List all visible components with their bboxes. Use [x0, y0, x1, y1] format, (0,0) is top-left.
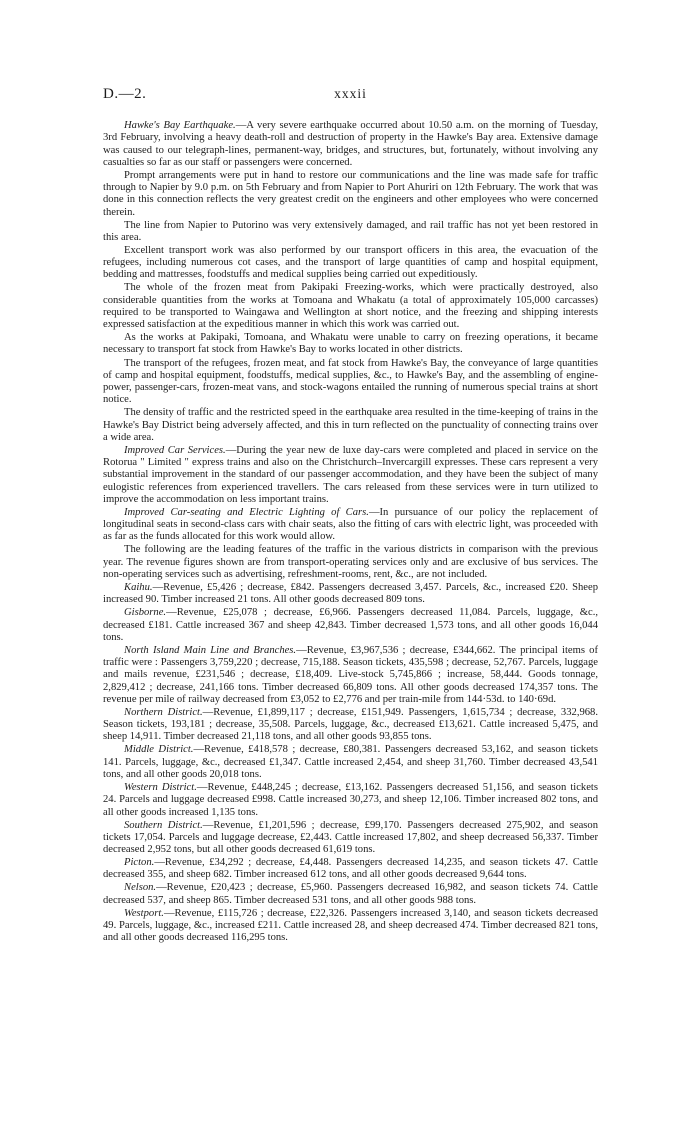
district-text: —Revenue, £1,201,596 ; decrease, £99,170. Passengers decreased 275,902, and season tickets 17,054. Parcels and luggage decrease, £2,443. Cattle increased 17,802, and sheep decreased 56,337. Timber decreased 2,952 tons, but all other goods decreased 61,619 tons. — [103, 819, 598, 856]
district-heading: Western District. — [124, 782, 197, 793]
paragraph-text: —During the year new de luxe day-cars were completed and placed in service on the Rotorua " Limited " express trains and also on the Christchurch–Invercargill expresses. These cars represent a very substantial improvement in the standard of our passenger accommodation, and they have been the subject of many eulogistic references from experienced travellers. The cars released from these services were in turn utilized to improve the accommodation on less important trains. — [103, 444, 598, 505]
district-text: —Revenue, £5,426 ; decrease, £842. Passengers decreased 3,457. Parcels, &c., increased £20. Sheep increased 90. Timber increased 21 tons. All other goods decreased 809 tons. — [103, 582, 598, 606]
paragraph — [103, 332, 598, 357]
district-paragraph — [103, 820, 598, 857]
report-body — [103, 120, 598, 944]
paragraph-text: The following are the leading features of the traffic in the various districts in comparison with the previous year. The revenue figures shown are from transport-operating services only and are exclusive of bus services. The non-operating services such as advertising, refreshment-rooms, rent, &c., are not included. — [103, 544, 598, 580]
document-reference: D.—2. — [103, 86, 147, 102]
district-text: —Revenue, £25,078 ; decrease, £6,966. Passengers decreased 11,084. Parcels, luggage, &c., decreased £181. Cattle increased 367 and sheep 42,843. Timber decreased 1,573 tons, and all other goods 16,044 tons. — [103, 607, 598, 643]
district-text: —Revenue, £1,899,117 ; decrease, £151,949. Passengers, 1,615,734 ; decrease, 332,968. Season tickets, 193,181 ; decrease, 35,508. Parcels, luggage, &c., decreased £13,621. Cattle increased 5,475, and sheep 14,911. Timber decreased 21,118 tons, and all other goods 93,855 tons. — [103, 706, 599, 743]
paragraph-text: The whole of the frozen meat from Pakipaki Freezing-works, which were practically destroyed, also considerable quantities from the works at Tomoana and Whakatu (a total of approximately 105,000 carcasses) required to be transported to Waingawa and Wellington at short notice, and the freezing and shipping interests expressed satisfaction at the expeditious manner in which this work was carried out. — [103, 282, 598, 331]
district-text: —Revenue, £115,726 ; decrease, £22,326. Passengers increased 3,140, and season tickets decreased 49. Parcels, luggage, &c., increased £211. Cattle increased 28, and sheep decreased 474. Timber decreased 821 tons, and all other goods decreased 116,295 tons. — [103, 907, 598, 944]
paragraph — [103, 245, 598, 282]
district-paragraph — [103, 707, 598, 744]
paragraph-text: Prompt arrangements were put in hand to restore our communications and the line was made safe for traffic through to Napier by 9.0 p.m. on 5th February and from Napier to Port Ahuriri on 12th February. The work that was done in this connection reflects the very greatest credit on the engineers and other employees who were concerned therein. — [103, 169, 598, 218]
district-paragraph — [103, 744, 598, 781]
district-heading: Westport. — [124, 907, 164, 919]
district-heading: Southern District. — [124, 819, 203, 831]
paragraph — [103, 170, 598, 219]
page-number: xxxii — [334, 86, 367, 101]
district-paragraph — [103, 882, 598, 907]
paragraph — [103, 120, 598, 169]
district-text: —Revenue, £3,967,536 ; decrease, £344,662. The principal items of traffic were : Passengers 3,759,220 ; decrease, 715,188. Season tickets, 435,598 ; decrease, 52,767. Parcels, luggage and mails revenue, £231,546 ; decrease, £18,409. Live-stock 5,745,866 ; increase, 58,444. Goods tonnage, 2,829,412 ; decrease, 241,166 tons. Timber decreased 66,809 tons. All other goods decreased 174,357 tons. The revenue per mile of railway decreased from £3,052 to £2,776 and per train-mile from 144·53d. to 140·69d. — [103, 644, 599, 705]
district-heading: Gisborne. — [124, 607, 167, 619]
paragraph — [103, 220, 598, 245]
paragraph — [103, 507, 598, 544]
district-text: —Revenue, £418,578 ; decrease, £80,381. Passengers decreased 53,162, and season tickets 141. Parcels, luggage, &c., decreased £1,347. Cattle increased 2,454, and sheep 31,760. Timber decreased 43,541 tons, and all other goods 20,018 tons. — [103, 744, 598, 780]
district-heading: Kaihu. — [124, 582, 153, 594]
district-heading: Nelson. — [124, 882, 157, 894]
paragraph-text: The transport of the refugees, frozen meat, and fat stock from Hawke's Bay, the conveyance of large quantities of camp and hospital equipment, foodstuffs, medical supplies, &c., to Hawke's Bay, and the assembling of engine-power, passenger-cars, frozen-meat vans, and stock-wagons entailed the running of numerous special trains at short notice. — [103, 357, 598, 406]
paragraph — [103, 544, 598, 581]
paragraph — [103, 358, 598, 407]
paragraph-text: The line from Napier to Putorino was very extensively damaged, and rail traffic has not yet been restored in this area. — [103, 219, 598, 243]
district-text: —Revenue, £20,423 ; decrease, £5,960. Passengers decreased 16,982, and season tickets 74. Cattle decreased 537, and sheep 865. Timber decreased 531 tons, and all other goods 988 tons. — [103, 882, 598, 906]
paragraph-heading: Improved Car Services. — [124, 444, 226, 456]
paragraph — [103, 407, 598, 444]
paragraph-text: —A very severe earthquake occurred about 10.50 a.m. on the morning of Tuesday, 3rd February, involving a heavy death-roll and destruction of property in the Hawke's Bay area. Extensive damage was caused to our telegraph-lines, permanent-way, bridges, and structures, but, fortunately, without involving any casualties so far as our staff or passengers were concerned. — [103, 120, 598, 168]
district-heading: Northern District. — [124, 706, 203, 718]
paragraph-text: The density of traffic and the restricted speed in the earthquake area resulted in the time-keeping of trains in the Hawke's Bay District being adversely affected, and this in turn reflected on the punctuality of connecting trains over a wide area. — [103, 407, 598, 443]
district-paragraph — [103, 857, 598, 882]
paragraph-heading: Hawke's Bay Earthquake. — [124, 120, 236, 131]
paragraph-text: —In pursuance of our policy the replacement of longitudinal seats in second-class cars with chair seats, also the fitting of cars with electric light, was proceeded with as far as the funds allocated for this work would allow. — [103, 506, 598, 543]
paragraph-text: Excellent transport work was also performed by our transport officers in this area, the evacuation of the refugees, including numerous cot cases, and the transport of large quantities of camp and hospital equipment, bedding and mattresses, foodstuffs and medical supplies being carried out expeditiously. — [103, 244, 598, 281]
paragraph-text: As the works at Pakipaki, Tomoana, and Whakatu were unable to carry on freezing operations, it became necessary to transport fat stock from Hawke's Bay to works located in other districts. — [103, 332, 598, 356]
district-text: —Revenue, £34,292 ; decrease, £4,448. Passengers decreased 14,235, and season tickets 47. Cattle decreased 355, and sheep 682. Timber increased 612 tons, and all other goods decreased 9,644 tons. — [103, 857, 598, 881]
district-paragraph — [103, 582, 598, 607]
district-heading: Picton. — [124, 857, 155, 869]
paragraph — [103, 445, 598, 506]
district-heading: Middle District. — [124, 744, 194, 756]
district-paragraph — [103, 908, 598, 945]
district-text: —Revenue, £448,245 ; decrease, £13,162. Passengers decreased 51,156, and season tickets 24. Parcels and luggage decreased £998. Cattle increased 30,273, and sheep 12,106. Timber increased 802 tons, and all other goods increased 1,135 tons. — [103, 782, 598, 818]
paragraph-heading: Improved Car-seating and Electric Lighting of Cars. — [124, 506, 369, 518]
district-paragraph — [103, 607, 598, 644]
district-paragraph — [103, 782, 598, 819]
page-header — [103, 86, 598, 106]
paragraph — [103, 282, 598, 331]
district-paragraph — [103, 645, 598, 706]
district-heading: North Island Main Line and Branches. — [124, 644, 297, 656]
